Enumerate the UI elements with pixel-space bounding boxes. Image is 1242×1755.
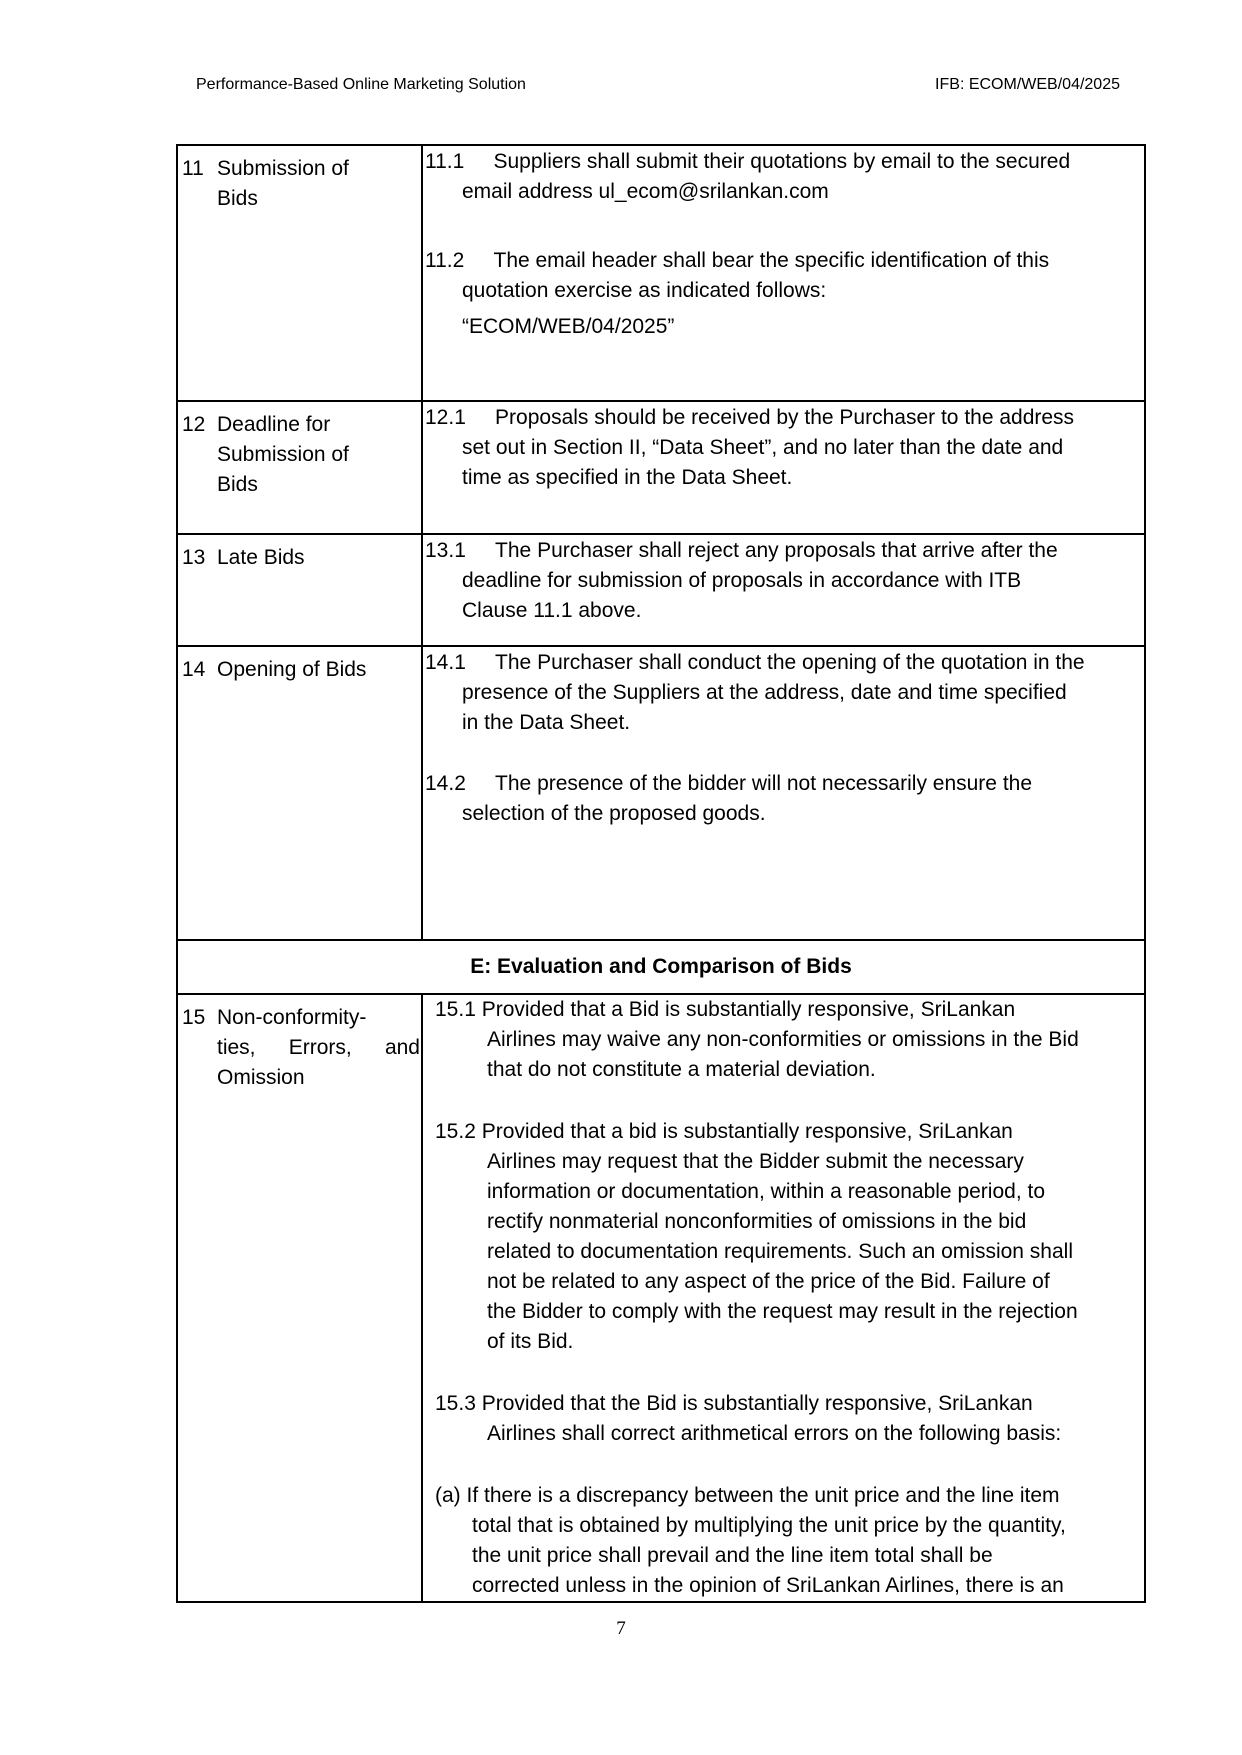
table-row-15 — [177, 994, 1145, 1602]
table-row-14 — [177, 646, 1145, 940]
clause-11-2: 11.2 The email header shall bear the specific identification of this quotation exercise as indicated follows: “ECOM/WEB/04/2025” — [425, 249, 1050, 338]
clause-14-1: 14.1 The Purchaser shall conduct the opening of the quotation in the presence of the Suppliers at the address, date and time specified in the Data Sheet. — [425, 651, 1085, 734]
clause-number: 13 — [182, 546, 206, 569]
clause-title: Submission of Bids — [217, 157, 349, 210]
section-heading-row — [177, 940, 1145, 994]
clause-15-1: 15.1 Provided that a Bid is substantially responsive, SriLankan Airlines may waive any non-conformities or omissions in the Bid that do not constitute a material deviation. — [435, 998, 1079, 1081]
clause-title: Late Bids — [217, 546, 305, 569]
clause-12-1: 12.1 Proposals should be received by the Purchaser to the address set out in Section II, “Data Sheet”, and no later than the date and time as specified in the Data Sheet. — [425, 406, 1075, 489]
clause-number: 14 — [182, 658, 206, 681]
clause-number: 12 — [182, 413, 206, 436]
clause-number: 11 — [182, 157, 204, 180]
section-heading: E: Evaluation and Comparison of Bids — [177, 940, 1145, 994]
page-number: 7 — [616, 1618, 626, 1639]
clause-15-3-a: (a) If there is a discrepancy between the unit price and the line item total that is obtained by multiplying the unit price by the quantity, the unit price shall prevail and the line item total shall be corrected unless in the opinion of SriLankan Airlines, there is an — [435, 1484, 1066, 1597]
clause-11-1: 11.1 Suppliers shall submit their quotations by email to the secured email address ul_ecom@srilankan.com — [425, 150, 1071, 203]
clause-15-3: 15.3 Provided that the Bid is substantially responsive, SriLankan Airlines shall correct arithmetical errors on the following basis: — [435, 1392, 1062, 1445]
running-header-title: Performance-Based Online Marketing Solution — [196, 76, 526, 93]
clause-title: Deadline for Submission of Bids — [217, 413, 349, 496]
running-header-ifb: IFB: ECOM/WEB/04/2025 — [935, 76, 1120, 93]
clause-15-2: 15.2 Provided that a bid is substantially responsive, SriLankan Airlines may request that the Bidder submit the necessary information or documentation, within a reasonable period, to rectify nonmaterial nonconformities of omissions in the bid related to documentation requirements. Such an omission shall not be related to any aspect of the price of the Bid. Failure of the Bidder to comply with the request may result in the rejection of its Bid. — [435, 1120, 1078, 1353]
clause-13-1: 13.1 The Purchaser shall reject any proposals that arrive after the deadline for submission of proposals in accordance with ITB Clause 11.1 above. — [425, 539, 1058, 622]
table-row-13 — [177, 534, 1145, 646]
itb-table — [176, 144, 1146, 1603]
table-row-11 — [177, 145, 1145, 401]
clause-14-2: 14.2 The presence of the bidder will not necessarily ensure the selection of the proposed goods. — [425, 772, 1033, 825]
clause-title: Opening of Bids — [217, 658, 367, 681]
table-row-12 — [177, 401, 1145, 534]
clause-title: Non-conformity- ties, Errors, and Omission — [217, 1006, 420, 1089]
clause-number: 15 — [182, 1006, 206, 1029]
